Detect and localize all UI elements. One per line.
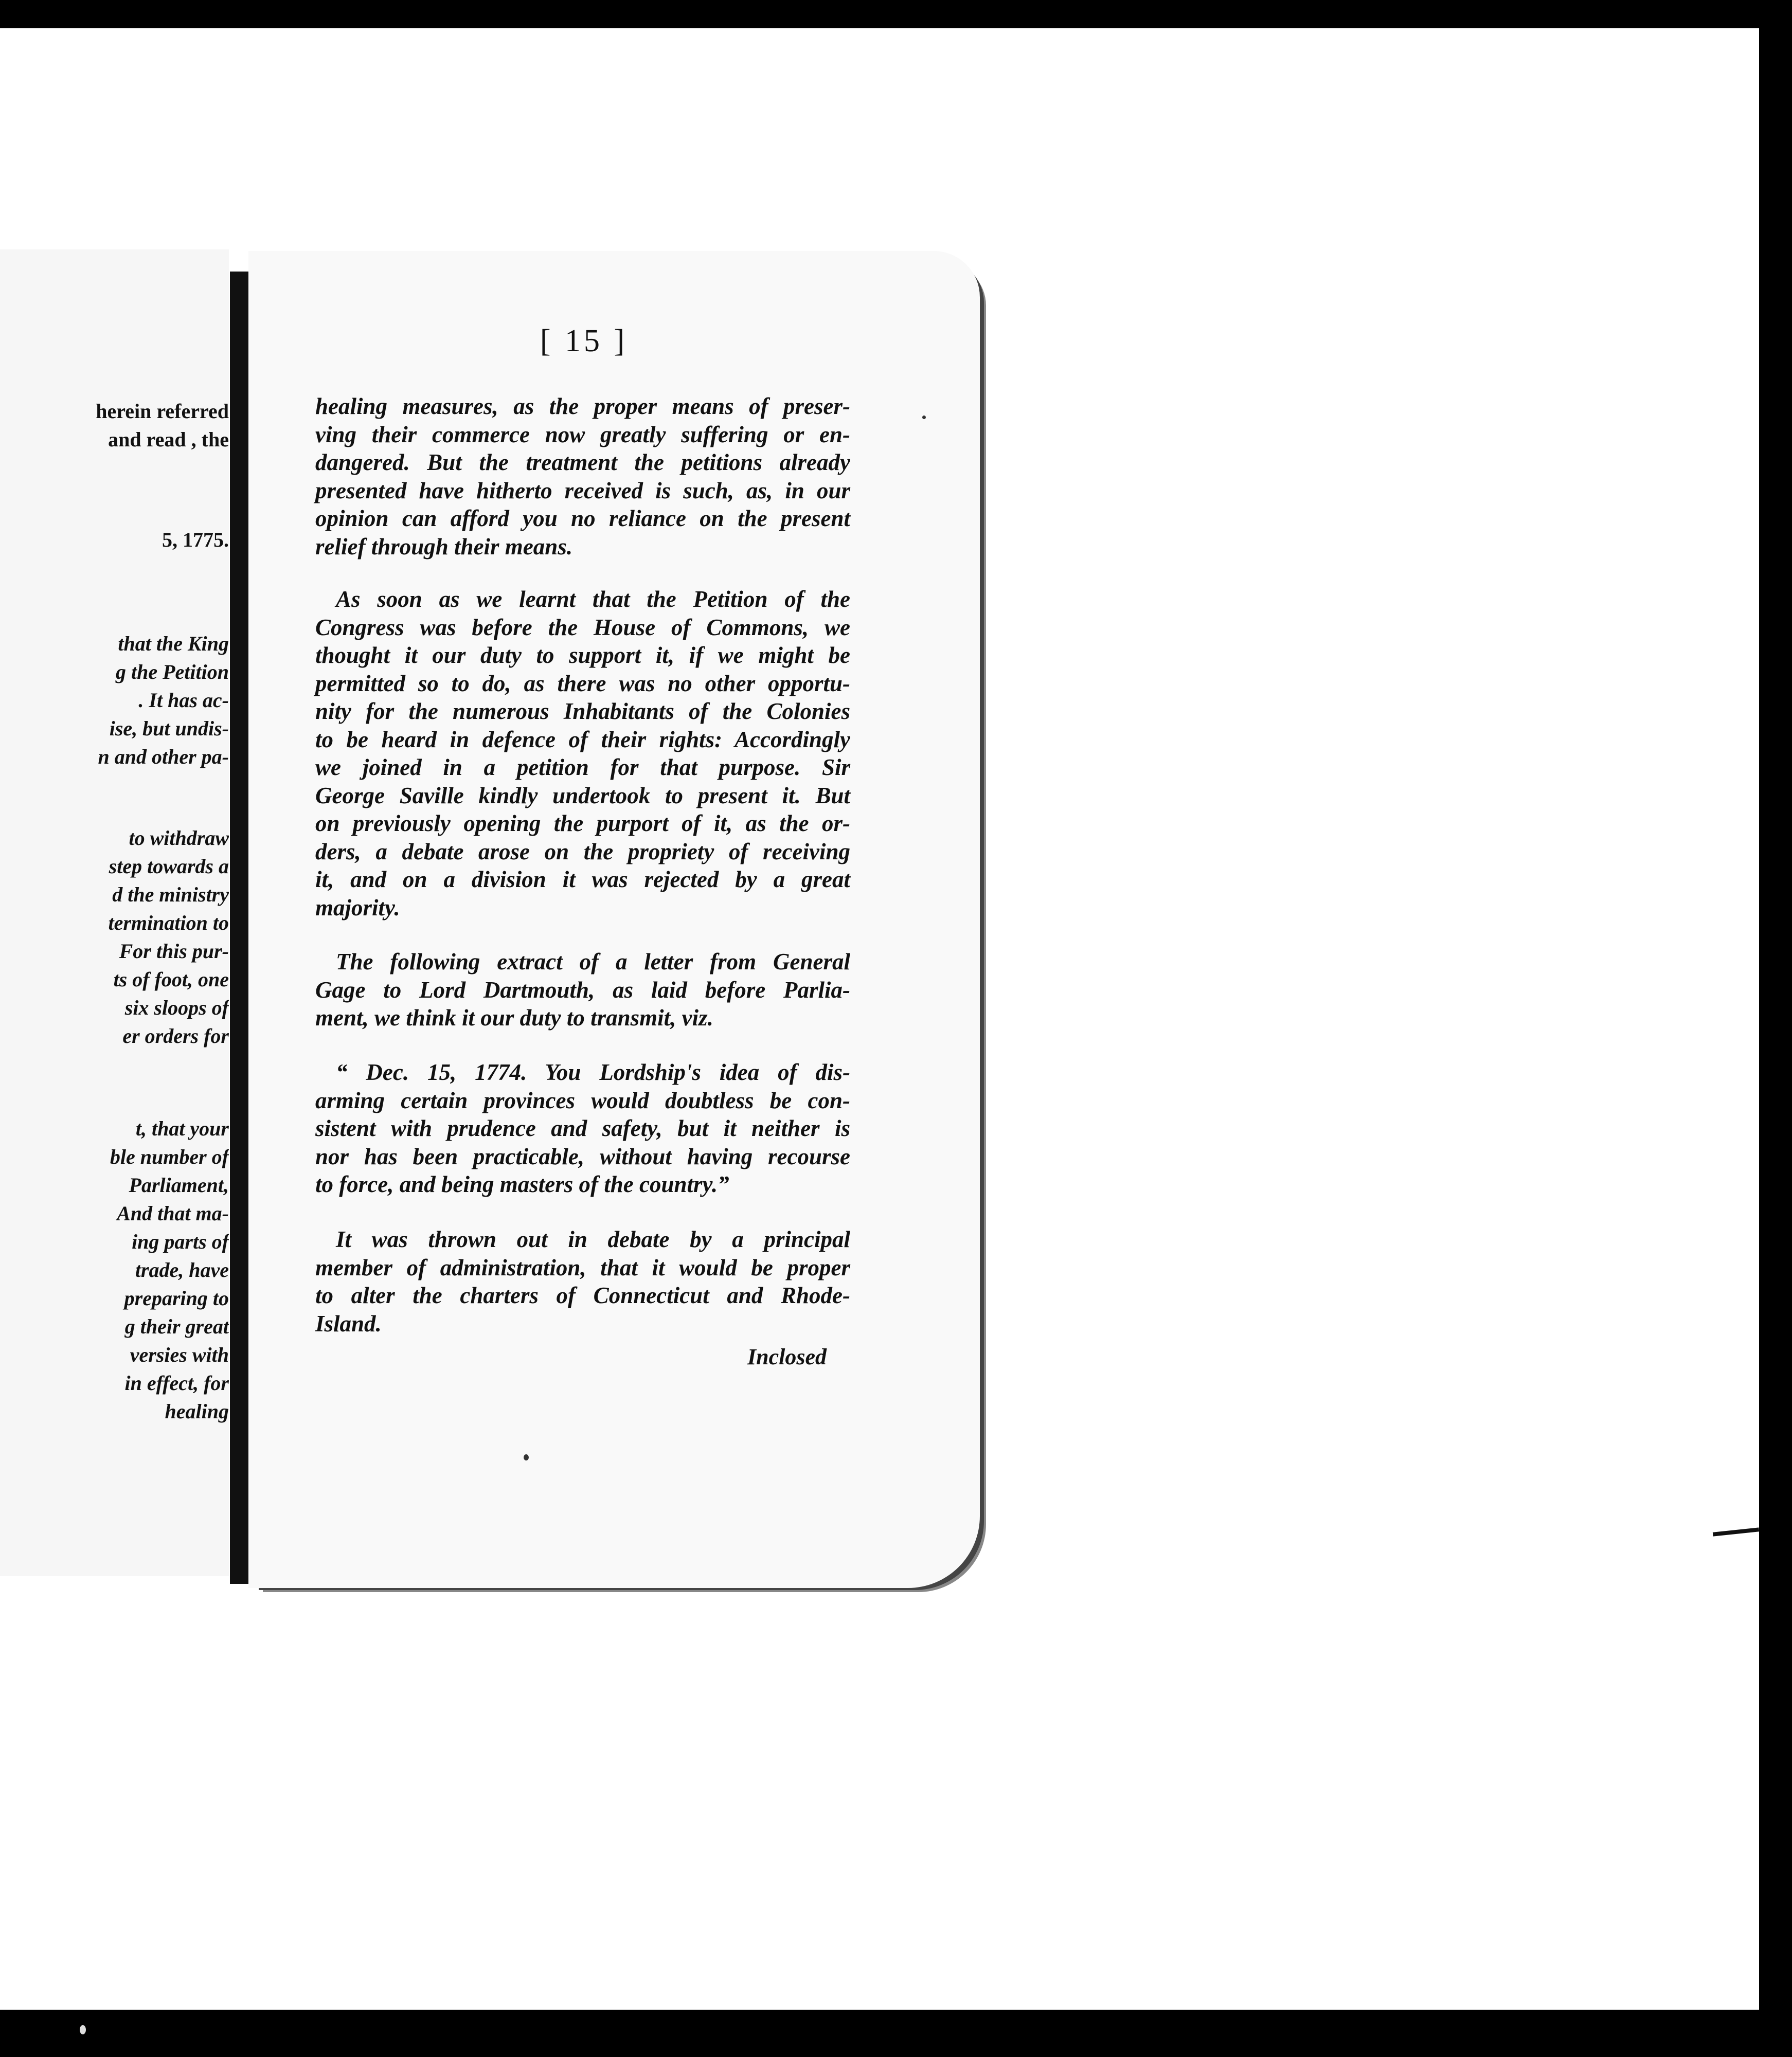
scan-border-top <box>0 0 1792 28</box>
left-page-line: to withdraw <box>129 826 229 850</box>
text-line: The following extract of a letter from General <box>336 949 850 975</box>
left-page-line: And that ma- <box>117 1202 229 1225</box>
text-line: member of administration, that it would be proper <box>315 1254 850 1280</box>
text-line: to alter the charters of Connecticut and Rhode- <box>315 1283 850 1308</box>
text-line: it, and on a division it was rejected by a great <box>315 867 850 892</box>
left-page-line: er orders for <box>122 1024 229 1048</box>
left-page-line: g their great <box>124 1315 229 1338</box>
left-page-line: ing parts of <box>132 1230 229 1253</box>
ink-speck <box>524 1454 529 1460</box>
left-page-fragment <box>0 249 229 1576</box>
text-line: to be heard in defence of their rights: Accordingly <box>315 726 850 752</box>
text-line: nor has been practicable, without having recourse <box>315 1143 850 1169</box>
left-page-line: healing <box>165 1400 229 1423</box>
text-line: to force, and being masters of the country.” <box>315 1171 729 1197</box>
paragraph <box>315 392 850 561</box>
text-line: permitted so to do, as there was no other opportu- <box>315 670 850 696</box>
left-page-line: For this pur- <box>119 940 229 963</box>
catchword: Inclosed <box>747 1344 827 1369</box>
text-line: ment, we think it our duty to transmit, viz. <box>315 1005 713 1031</box>
text-line: majority. <box>315 894 400 921</box>
left-page-line: step towards a <box>109 855 229 878</box>
text-line: ving their commerce now greatly suffering or en- <box>315 421 850 447</box>
text-line: nity for the numerous Inhabitants of the Colonies <box>315 698 850 724</box>
text-line: healing measures, as the proper means of preser- <box>315 393 850 419</box>
paragraph <box>315 1225 850 1338</box>
right-page <box>248 251 980 1588</box>
text-line: Congress was before the House of Commons, we <box>315 614 850 640</box>
text-line: presented have hitherto received is such, as, in our <box>315 477 850 503</box>
text-line: on previously opening the purport of it, as the or- <box>315 810 850 836</box>
left-page-line: termination to <box>108 911 229 934</box>
text-line: sistent with prudence and safety, but it neither is <box>315 1115 850 1141</box>
left-page-line: ble number of <box>110 1145 229 1168</box>
left-page-line: preparing to <box>124 1287 229 1310</box>
text-line: thought it our duty to support it, if we might be <box>315 642 850 668</box>
left-page-line: . It has ac- <box>138 689 229 712</box>
left-page-line: n and other pa- <box>98 745 229 768</box>
text-line: “ Dec. 15, 1774. You Lordship's idea of dis- <box>336 1059 850 1085</box>
text-line: arming certain provinces would doubtless be con- <box>315 1087 850 1113</box>
text-line: ders, a debate arose on the propriety of receiving <box>315 838 850 864</box>
left-page-line: herein referred <box>96 400 229 423</box>
left-page-line: Parliament, <box>129 1174 229 1197</box>
paragraph <box>315 585 850 922</box>
left-page-line: trade, have <box>135 1258 229 1282</box>
left-page-line: d the ministry <box>112 883 229 906</box>
text-line: relief through their means. <box>315 533 573 560</box>
left-page-line: 5, 1775. <box>162 528 229 551</box>
text-line: It was thrown out in debate by a principal <box>336 1226 850 1252</box>
left-page-line: in effect, for <box>124 1372 229 1395</box>
left-page-line: that the King <box>118 632 229 655</box>
scan-border-dot <box>80 2025 86 2034</box>
ink-speck <box>922 416 926 419</box>
left-page-line: ts of foot, one <box>113 968 229 991</box>
left-page-line: versies with <box>130 1343 229 1366</box>
text-line: As soon as we learnt that the Petition of the <box>336 586 850 612</box>
text-line: George Saville kindly undertook to present it. But <box>315 782 850 808</box>
scan-border-bottom <box>0 2010 1792 2057</box>
paragraph <box>315 1058 850 1199</box>
left-page-line: t, that your <box>135 1117 229 1140</box>
text-line: opinion can afford you no reliance on the present <box>315 506 850 531</box>
left-page-line: ise, but undis- <box>109 717 229 740</box>
book-spine-gutter <box>230 272 248 1584</box>
paragraph <box>315 948 850 1032</box>
text-line: we joined in a petition for that purpose. Sir <box>315 754 850 780</box>
scan-border-right <box>1759 0 1792 2057</box>
left-page-line: and read , the <box>108 428 229 451</box>
page-number: [ 15 ] <box>540 323 628 358</box>
left-page-line: g the Petition <box>116 660 229 683</box>
text-line: dangered. But the treatment the petitions already <box>315 449 850 475</box>
text-line: Gage to Lord Dartmouth, as laid before Parlia- <box>315 977 850 1003</box>
left-page-line: six sloops of <box>124 996 229 1019</box>
text-line: Island. <box>315 1310 382 1337</box>
